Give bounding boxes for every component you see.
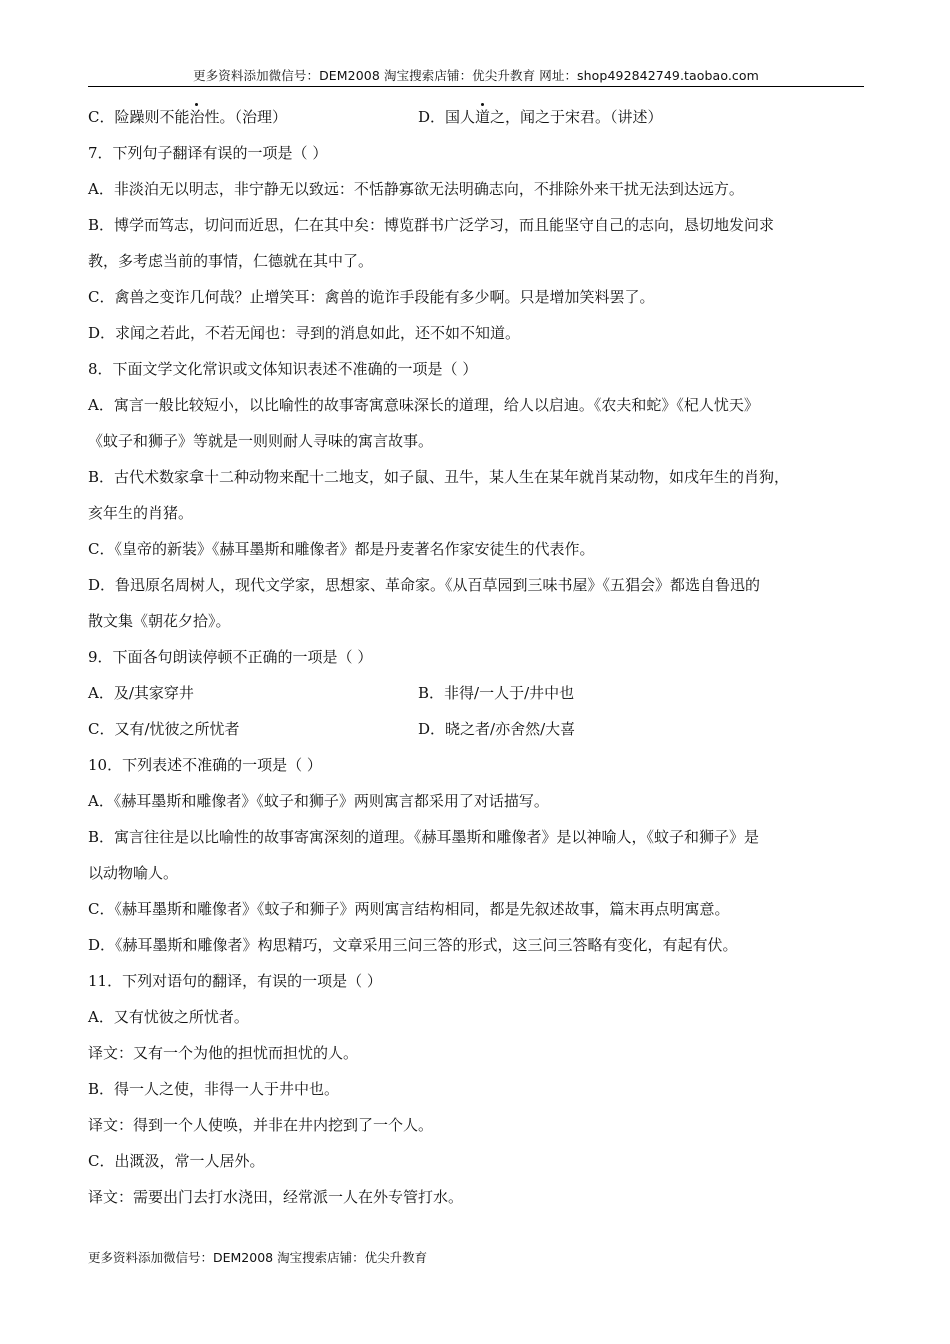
emphasis-dot-char: 治 — [189, 108, 205, 126]
q9-option-b: B．非得/一人于/井中也 — [418, 684, 575, 702]
q10-stem: 10．下列表述不准确的一项是（ ） — [88, 756, 322, 774]
q11-option-c: C．出溉汲，常一人居外。 — [88, 1152, 265, 1170]
q11-option-b: B．得一人之使，非得一人于井中也。 — [88, 1080, 340, 1098]
q10-option-c: C．《赫耳墨斯和雕像者》《蚊子和狮子》两则寓言结构相同，都是先叙述故事，篇末再点明寓意。 — [88, 900, 730, 918]
q11-stem: 11．下列对语句的翻译，有误的一项是（ ） — [88, 972, 382, 990]
header-rule — [88, 86, 864, 87]
q9-options-cd — [88, 720, 864, 738]
q9-options-ab — [88, 684, 864, 702]
q8-option-a-line1: A．寓言一般比较短小，以比喻性的故事寄寓意味深长的道理，给人以启迪。《农夫和蛇》《杞人忧天》 — [88, 396, 759, 414]
q6-option-c: C．险躁则不能治性。（治理） — [88, 108, 288, 126]
q8-option-d-line2: 散文集《朝花夕拾》。 — [88, 612, 231, 630]
q9-option-d: D．晓之者/亦舍然/大喜 — [418, 720, 576, 738]
q8-option-d-line1: D．鲁迅原名周树人，现代文学家，思想家、革命家。《从百草园到三味书屋》《五猖会》都选自鲁迅的 — [88, 576, 761, 594]
q8-option-b-line1: B．古代术数家拿十二种动物来配十二地支，如子鼠、丑牛，某人生在某年就肖某动物，如戌年生的肖狗， — [88, 468, 790, 486]
q8-stem: 8．下面文学文化常识或文体知识表述不准确的一项是（ ） — [88, 360, 478, 378]
q9-option-a: A．及/其家穿井 — [88, 684, 194, 702]
q10-option-b-line1: B．寓言往往是以比喻性的故事寄寓深刻的道理。《赫耳墨斯和雕像者》是以神喻人，《蚊子和狮子》是 — [88, 828, 760, 846]
q11-option-b-translation: 译文：得到一个人使唤，并非在井内挖到了一个人。 — [88, 1116, 434, 1134]
q11-option-c-translation: 译文：需要出门去打水浇田，经常派一人在外专管打水。 — [88, 1188, 464, 1206]
document-body — [88, 108, 864, 1206]
q8-option-b-line2: 亥年生的肖猪。 — [88, 504, 194, 522]
q7-option-b-line1: B．博学而笃志，切问而近思，仁在其中矣：博览群书广泛学习，而且能坚守自己的志向，恳切地发问求 — [88, 216, 775, 234]
q7-option-d: D．求闻之若此，不若无闻也：寻到的消息如此，还不如不知道。 — [88, 324, 521, 342]
q11-option-a-translation: 译文：又有一个为他的担忧而担忧的人。 — [88, 1044, 359, 1062]
emphasis-dot-char: 道 — [475, 108, 491, 126]
q6-option-d: D．国人道之，闻之于宋君。（讲述） — [418, 108, 663, 126]
q7-stem: 7．下列句子翻译有误的一项是（ ） — [88, 144, 328, 162]
q9-option-c: C．又有/忧彼之所忧者 — [88, 720, 240, 738]
q7-option-b-line2: 教，多考虑当前的事情，仁德就在其中了。 — [88, 252, 374, 270]
q7-option-a: A．非淡泊无以明志，非宁静无以致远：不恬静寡欲无法明确志向，不排除外来干扰无法到达远方。 — [88, 180, 744, 198]
q8-option-a-line2: 《蚊子和狮子》等就是一则则耐人寻味的寓言故事。 — [88, 432, 434, 450]
page-header: 更多资料添加微信号：DEM2008 淘宝搜索店铺：优尖升教育 网址：shop492842749.taobao.com — [193, 68, 759, 83]
page-footer: 更多资料添加微信号：DEM2008 淘宝搜索店铺：优尖升教育 — [88, 1250, 428, 1265]
q11-option-a: A．又有忧彼之所忧者。 — [88, 1008, 249, 1026]
q10-option-b-line2: 以动物喻人。 — [88, 864, 179, 882]
q10-option-a: A．《赫耳墨斯和雕像者》《蚊子和狮子》两则寓言都采用了对话描写。 — [88, 792, 549, 810]
q7-option-c: C．禽兽之变诈几何哉？止增笑耳：禽兽的诡诈手段能有多少啊。只是增加笑料罢了。 — [88, 288, 655, 306]
q9-stem: 9．下面各句朗读停顿不正确的一项是（ ） — [88, 648, 373, 666]
q6-options-cd — [88, 108, 864, 126]
q10-option-d: D．《赫耳墨斯和雕像者》构思精巧，文章采用三问三答的形式，这三问三答略有变化，有起有伏。 — [88, 936, 738, 954]
q8-option-c: C．《皇帝的新装》《赫耳墨斯和雕像者》都是丹麦著名作家安徒生的代表作。 — [88, 540, 595, 558]
